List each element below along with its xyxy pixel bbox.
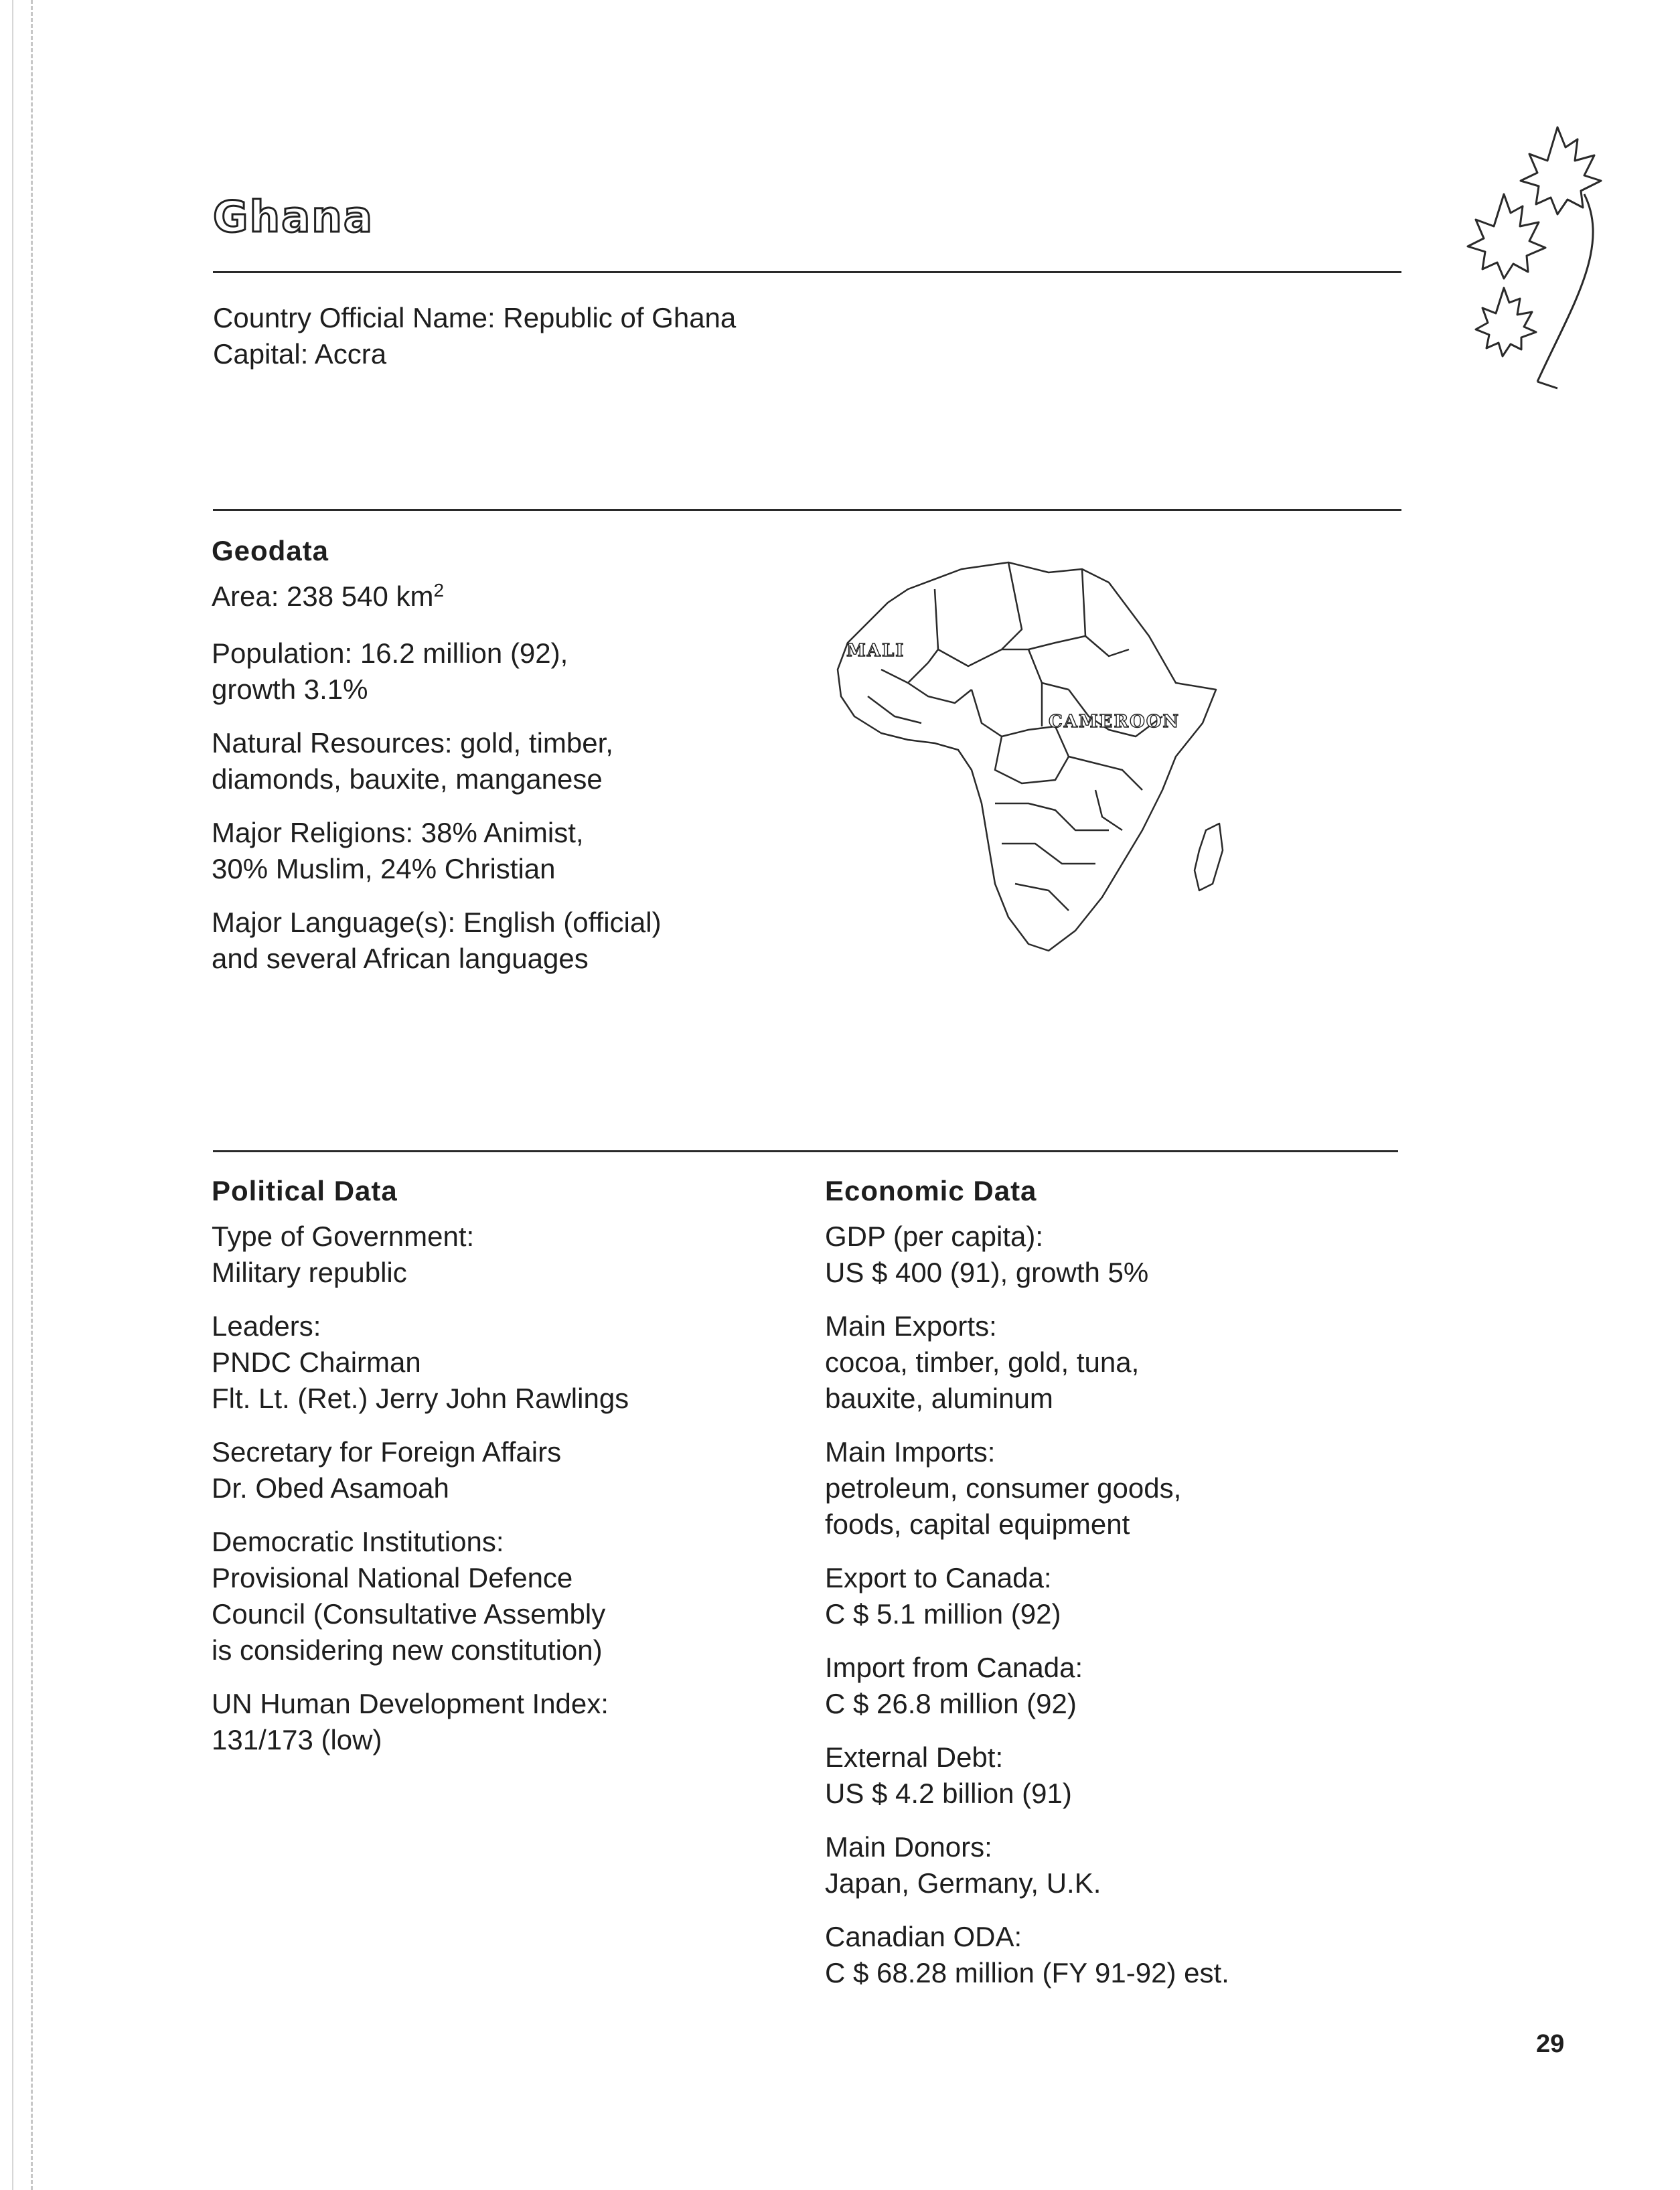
political-section bbox=[212, 1173, 814, 1776]
import-from-canada: Import from Canada: C $ 26.8 million (92) bbox=[825, 1652, 1083, 1719]
rule-geodata bbox=[213, 509, 1401, 511]
major-religions: Major Religions: 38% Animist, 30% Muslim, 24% Christian bbox=[212, 817, 584, 884]
human-development-index: UN Human Development Index: 131/173 (low) bbox=[212, 1688, 609, 1755]
page-number: 29 bbox=[1536, 2030, 1565, 2058]
page-title: Ghana bbox=[213, 193, 374, 242]
type-of-government: Type of Government: Military republic bbox=[212, 1221, 475, 1288]
binding-edge bbox=[0, 0, 33, 2190]
area-superscript: 2 bbox=[433, 580, 445, 601]
main-exports: Main Exports: cocoa, timber, gold, tuna, bauxite, aluminum bbox=[825, 1310, 1140, 1414]
population: Population: 16.2 million (92), growth 3.1% bbox=[212, 637, 568, 705]
economic-heading: Economic Data bbox=[825, 1175, 1037, 1206]
maple-leaf-icon bbox=[1457, 114, 1624, 395]
main-donors: Main Donors: Japan, Germany, U.K. bbox=[825, 1831, 1101, 1899]
geodata-section bbox=[212, 533, 814, 994]
canadian-oda: Canadian ODA: C $ 68.28 million (FY 91-92) est. bbox=[825, 1921, 1229, 1988]
political-heading: Political Data bbox=[212, 1175, 398, 1206]
gdp: GDP (per capita): US $ 400 (91), growth 5% bbox=[825, 1221, 1149, 1288]
africa-outline bbox=[838, 562, 1216, 951]
map-label-cameroon: CAMEROON bbox=[1049, 712, 1180, 732]
democratic-institutions: Democratic Institutions: Provisional National Defence Council (Consultative Assembly is considering new constitution) bbox=[212, 1526, 606, 1666]
country-identity bbox=[213, 300, 736, 372]
foreign-affairs: Secretary for Foreign Affairs Dr. Obed Asamoah bbox=[212, 1436, 562, 1504]
rule-data bbox=[213, 1150, 1398, 1152]
madagascar bbox=[1195, 824, 1223, 890]
main-imports: Main Imports: petroleum, consumer goods, foods, capital equipment bbox=[825, 1436, 1182, 1540]
geodata-heading: Geodata bbox=[212, 535, 329, 566]
capital: Capital: Accra bbox=[213, 338, 387, 370]
major-languages: Major Language(s): English (official) and several African languages bbox=[212, 907, 662, 974]
africa-map bbox=[828, 549, 1243, 964]
export-to-canada: Export to Canada: C $ 5.1 million (92) bbox=[825, 1562, 1061, 1630]
natural-resources: Natural Resources: gold, timber, diamonds, bauxite, manganese bbox=[212, 727, 613, 795]
leaders: Leaders: PNDC Chairman Flt. Lt. (Ret.) Jerry John Rawlings bbox=[212, 1310, 629, 1414]
economic-section bbox=[825, 1173, 1428, 2009]
official-name: Country Official Name: Republic of Ghana bbox=[213, 302, 737, 333]
external-debt: External Debt: US $ 4.2 billion (91) bbox=[825, 1741, 1072, 1809]
map-label-mali: MALI bbox=[846, 641, 905, 661]
rule-top bbox=[213, 271, 1401, 273]
area: Area: 238 540 $km^2$ bbox=[212, 580, 445, 612]
